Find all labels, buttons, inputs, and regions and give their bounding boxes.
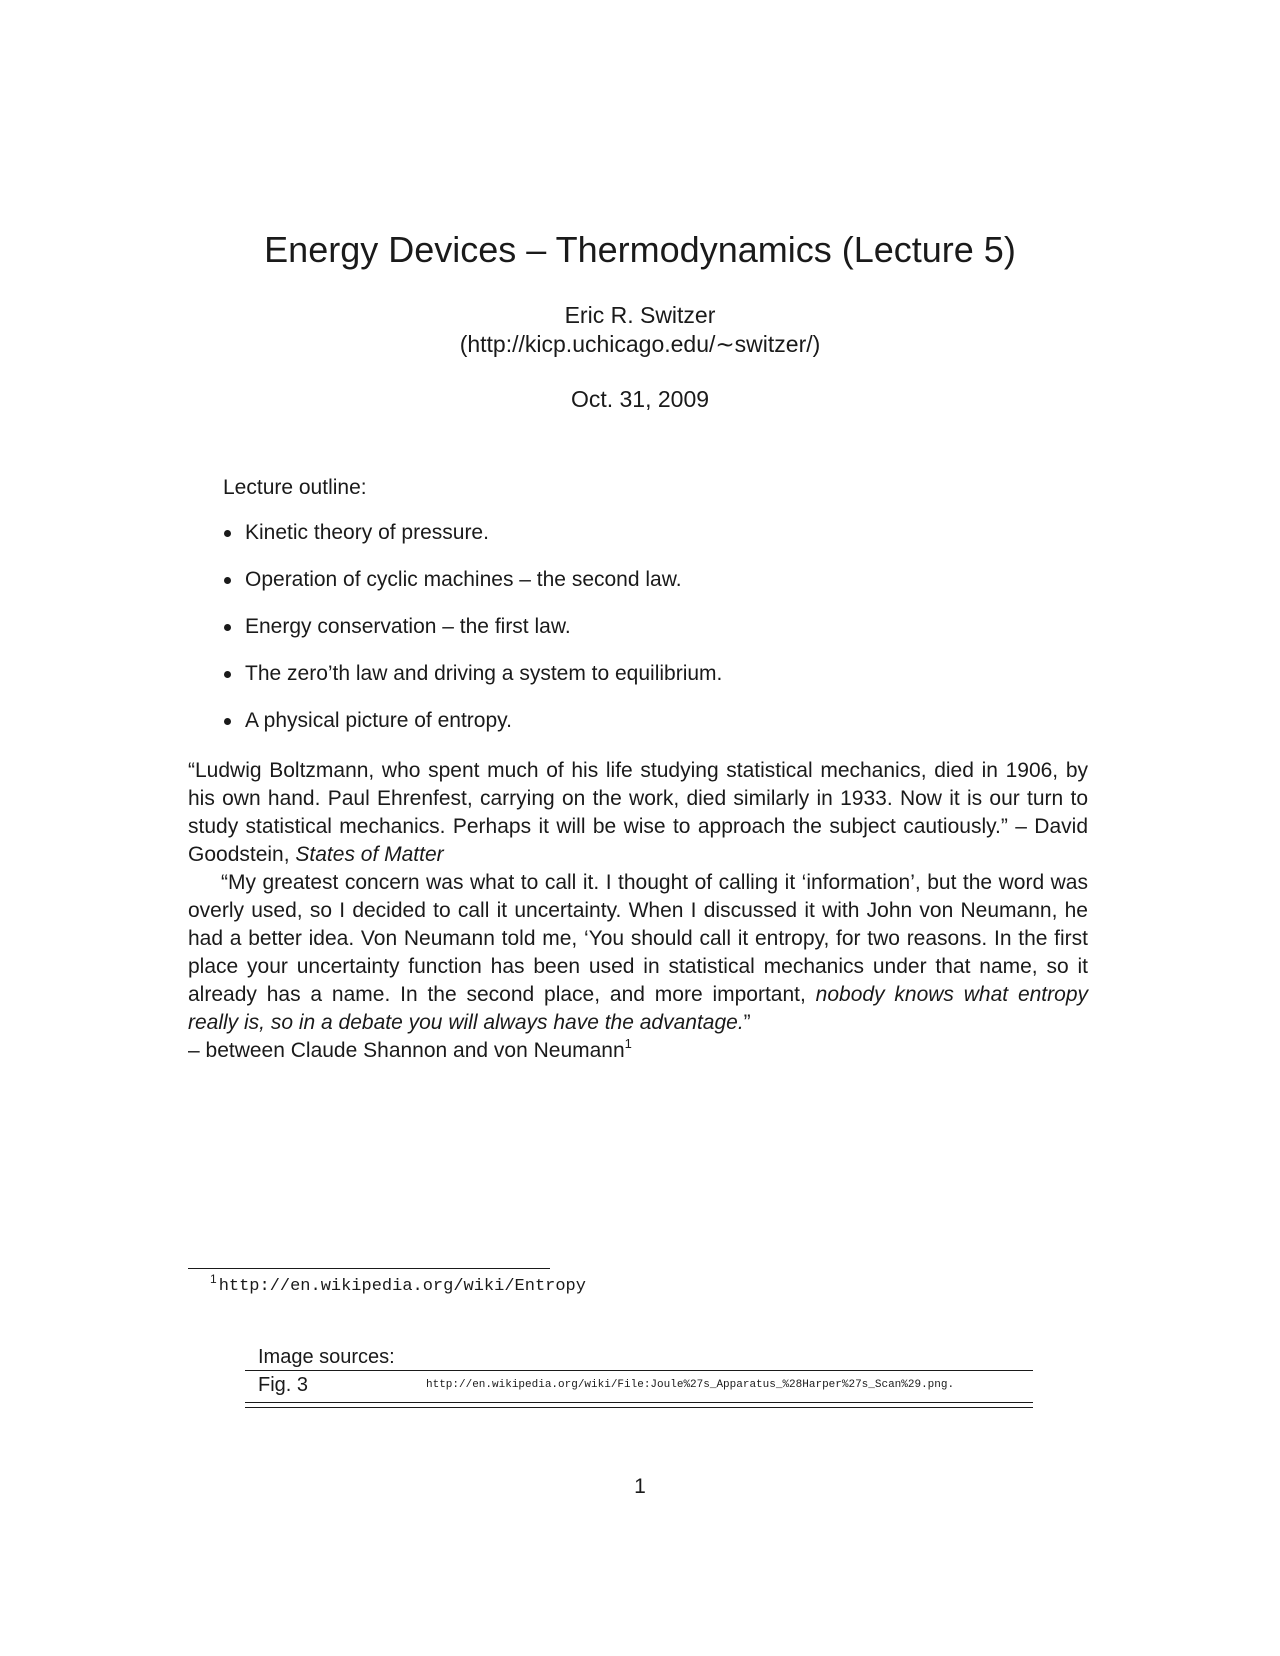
outline-item: A physical picture of entropy. bbox=[223, 707, 722, 754]
table-bottom-rule bbox=[245, 1402, 1033, 1408]
shannon-attribution: – between Claude Shannon and von Neumann$^1$ bbox=[188, 1036, 632, 1062]
outline-item: Energy conservation – the first law. bbox=[223, 613, 722, 660]
footnote-number: 1 bbox=[210, 1272, 217, 1286]
source-label: Fig. 3 bbox=[258, 1373, 309, 1396]
shannon-quote: “My greatest concern was what to call it. I thought of calling it ‘information’, but the word was overly used, so I decided to call it uncertainty. When I discussed it with John von Neumann, he had a better idea. Von Neumann told me, ‘You should call it entropy, for two reasons. In the first place your uncertainty function has been used in statistical mechanics under that name, so it already has a name. In the second place, and more important, nobody knows what entropy really is, so in a debate you will always have the advantage.” bbox=[188, 871, 1088, 1034]
author-url: (http://kicp.uchicago.edu/∼switzer/) bbox=[459, 331, 821, 357]
bullet-icon bbox=[224, 624, 231, 631]
outline-list bbox=[223, 519, 722, 754]
footnote bbox=[210, 1272, 586, 1298]
source-url: http://en.wikipedia.org/wiki/File:Joule%27s_Apparatus_%28Harper%27s_Scan%29.png. bbox=[426, 1379, 955, 1391]
bullet-icon bbox=[224, 671, 231, 678]
goodstein-quote: “Ludwig Boltzmann, who spent much of his life studying statistical mechanics, died in 1906, by his own hand. Paul Ehrenfest, carrying on the work, died similarly in 1933. Now it is our turn to study statistical mechanics. Perhaps it will be wise to approach the subject cautiously.” – David Goodstein, States of Matter bbox=[188, 759, 1088, 866]
bullet-icon bbox=[224, 718, 231, 725]
table-row bbox=[245, 1371, 1033, 1400]
footnote-url: http://en.wikipedia.org/wiki/Entropy bbox=[218, 1277, 586, 1296]
quote-emphasis: nobody knows what entropy really is, so in a debate you will always have the advantage. bbox=[188, 983, 1088, 1034]
image-sources-heading: Image sources: bbox=[258, 1346, 395, 1368]
outline-item: Operation of cyclic machines – the second law. bbox=[223, 566, 722, 613]
image-sources-table bbox=[245, 1370, 1033, 1399]
author-block bbox=[0, 301, 1280, 359]
outline-heading: Lecture outline: bbox=[223, 476, 367, 499]
bullet-icon bbox=[224, 530, 231, 537]
author-name: Eric R. Switzer bbox=[564, 302, 716, 328]
bullet-icon bbox=[224, 577, 231, 584]
outline-item: Kinetic theory of pressure. bbox=[223, 519, 722, 566]
footnote-divider bbox=[188, 1268, 550, 1269]
page-title: Energy Devices – Thermodynamics (Lecture 5) bbox=[264, 229, 1016, 270]
quote-source-title: States of Matter bbox=[295, 843, 444, 866]
date: Oct. 31, 2009 bbox=[570, 386, 710, 412]
footnote-marker: 1 bbox=[624, 1036, 632, 1051]
page-number: 1 bbox=[634, 1475, 646, 1498]
outline-item: The zero’th law and driving a system to equilibrium. bbox=[223, 660, 722, 707]
